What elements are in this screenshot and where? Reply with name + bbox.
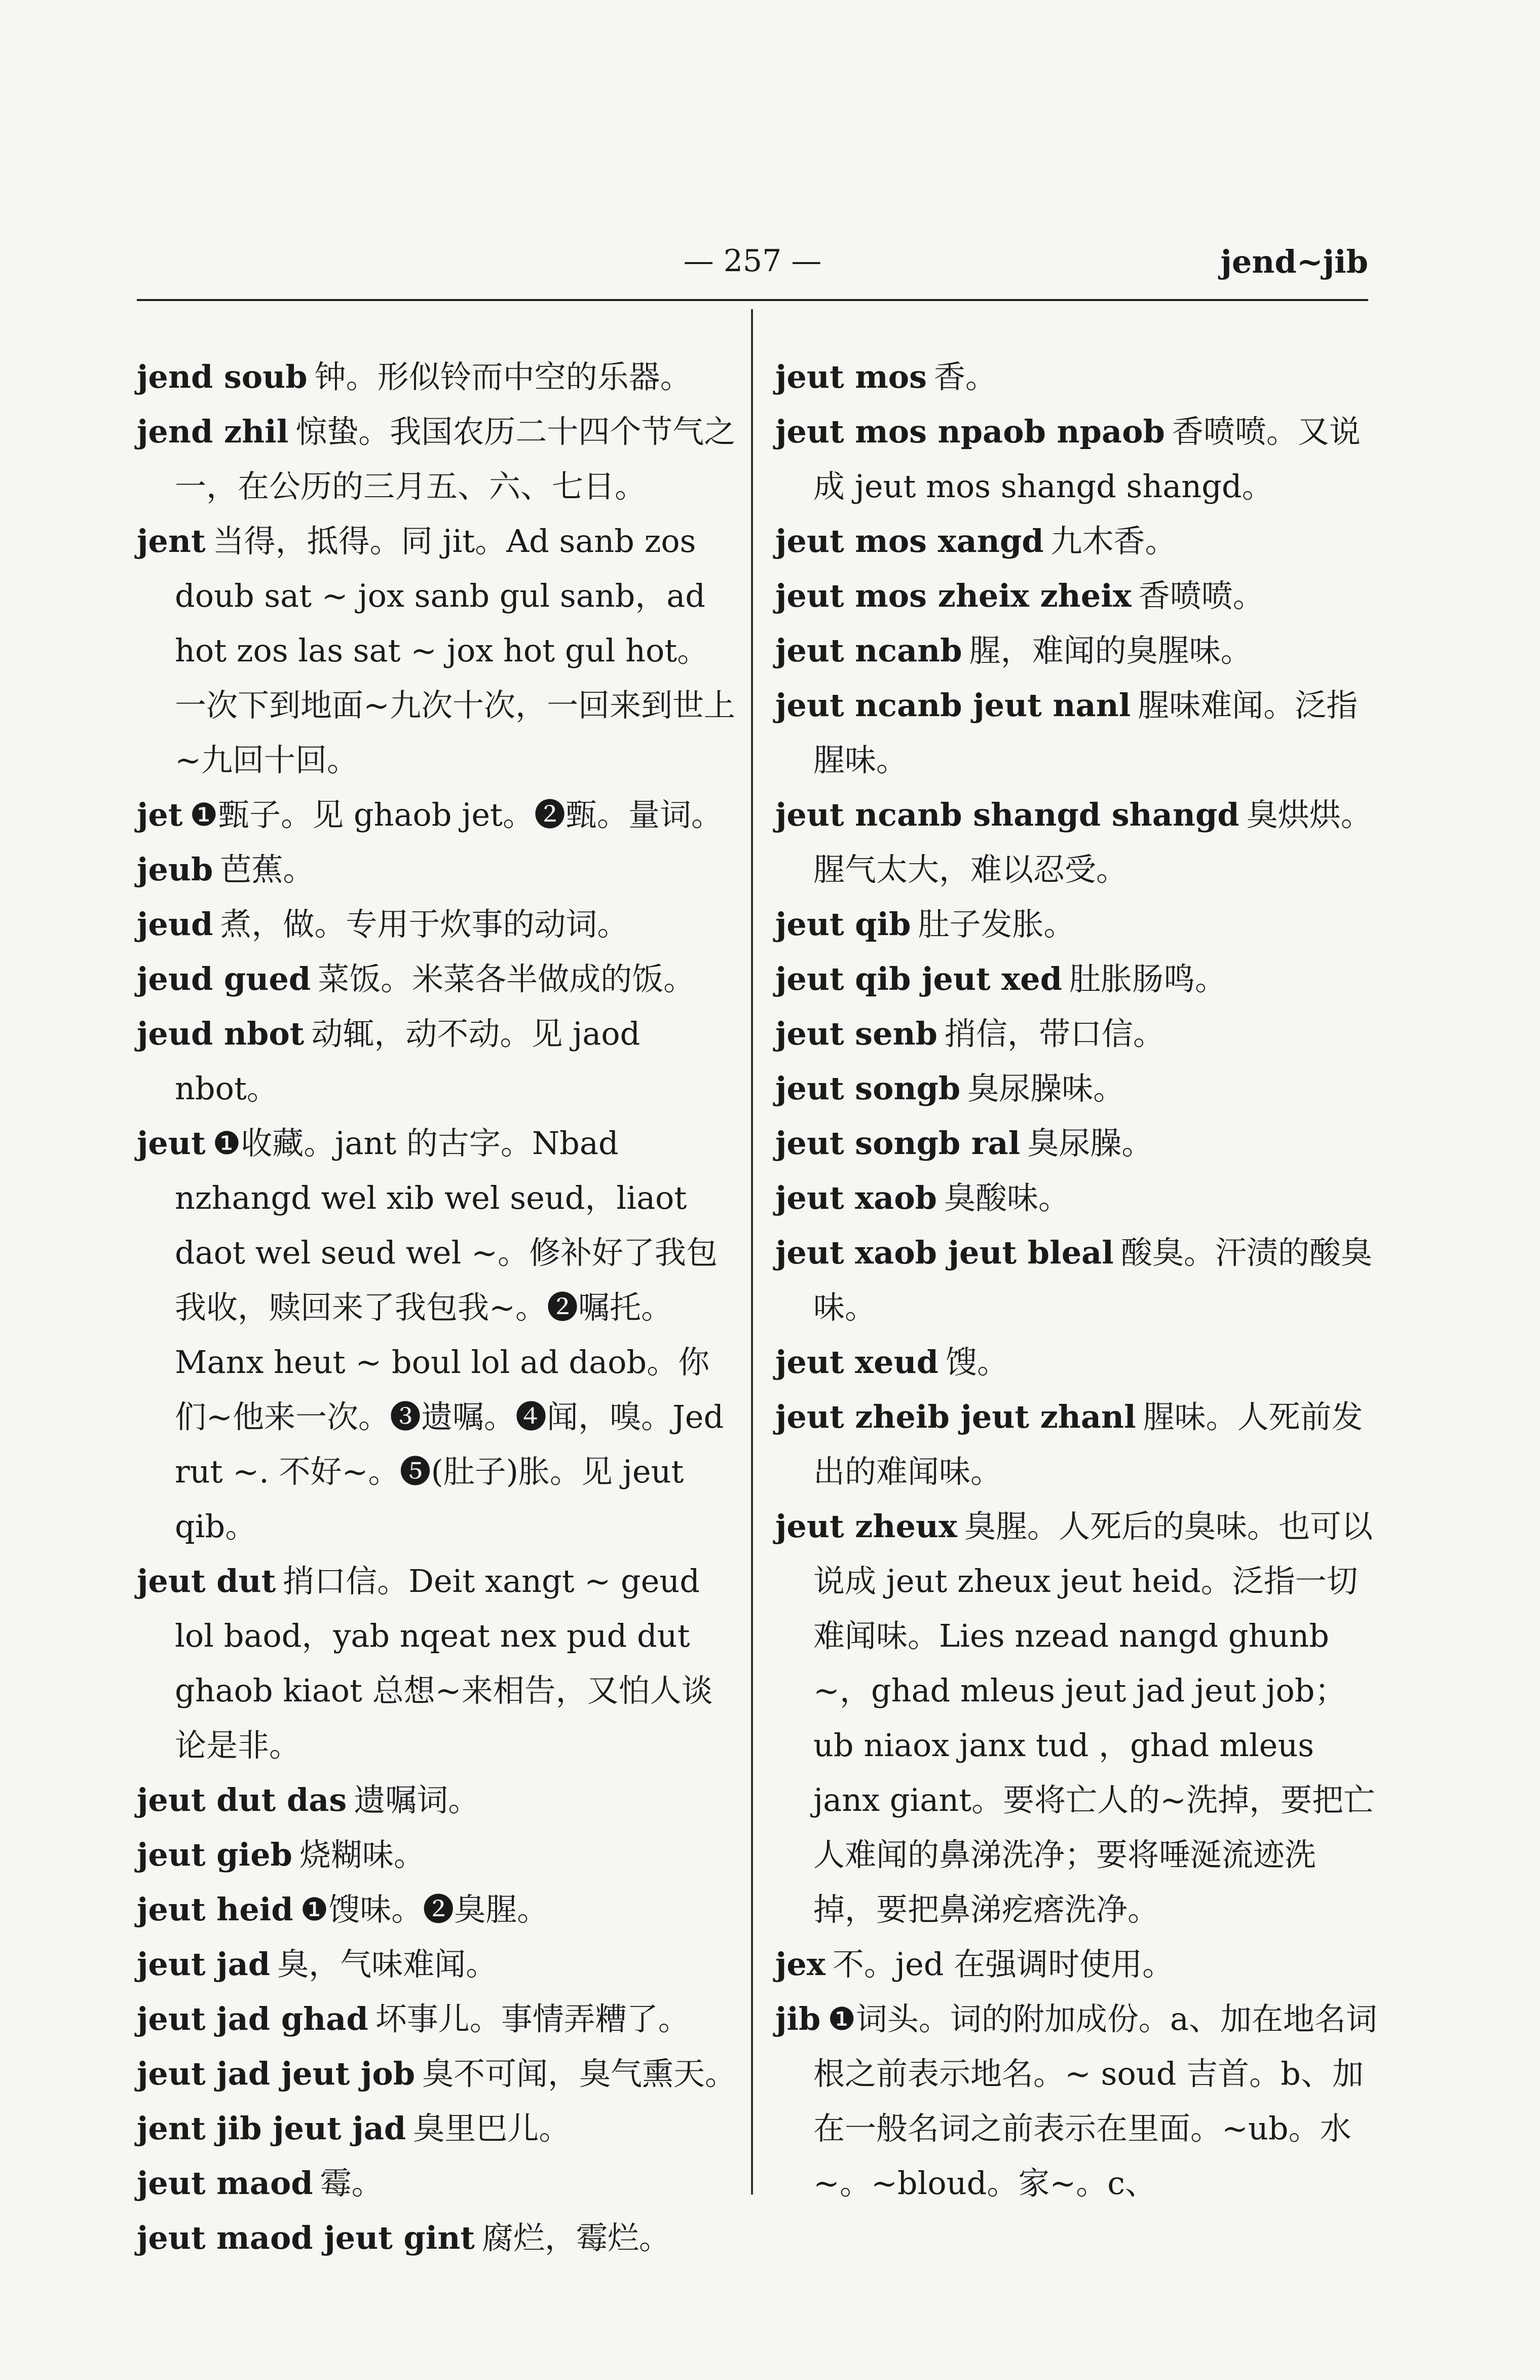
dictionary-entry: [137, 1773, 740, 1828]
right-column: [775, 350, 1378, 2211]
headword: jib: [775, 2000, 821, 2037]
dictionary-entry: [775, 350, 1378, 404]
definition: 臭尿臊。: [1027, 1125, 1153, 1162]
dictionary-entry: [775, 1335, 1378, 1390]
headword: jeud: [137, 906, 213, 943]
headword: jeut qib: [775, 906, 911, 943]
dictionary-entry: [775, 678, 1378, 788]
definition: 香喷喷。又说成 jeut mos shangd shangd。: [813, 413, 1361, 505]
headword: jeud gued: [137, 960, 311, 997]
definition: 捎信，带口信。: [944, 1015, 1165, 1052]
headword: jeud nbot: [137, 1015, 305, 1052]
definition: 霉。: [320, 2165, 383, 2202]
headword: jeub: [137, 851, 213, 888]
dictionary-entry: [137, 2101, 740, 2156]
page-header: [137, 238, 1368, 294]
headword: jeut mos xangd: [775, 523, 1044, 560]
definition: 腐烂，霉烂。: [482, 2219, 671, 2256]
column-divider: [751, 309, 753, 2195]
dictionary-entry: [775, 1225, 1378, 1335]
definition: 香喷喷。: [1138, 577, 1264, 614]
dictionary-entry: [137, 1828, 740, 1882]
definition: 臭不可闻，臭气熏天。: [422, 2055, 737, 2092]
headword: jend soub: [137, 358, 308, 395]
page-number: — 257 —: [683, 243, 822, 279]
dictionary-entry: [775, 1499, 1378, 1937]
dictionary-entry: [775, 897, 1378, 952]
headword: jeut gieb: [137, 1836, 292, 1873]
headword: jeut maod: [137, 2165, 313, 2202]
headword: jeut senb: [775, 1015, 937, 1052]
headword: jeut ncanb jeut nanl: [775, 687, 1131, 724]
dictionary-entry: [137, 2156, 740, 2211]
dictionary-entry: [137, 842, 740, 897]
definition: ❶词头。词的附加成份。a、加在地名词根之前表示地名。~ soud 吉首。b、加在一般名词之前表示在里面。~ub。水~。~bloud。家~。c、: [813, 2000, 1377, 2202]
definition: 臭腥。人死后的臭味。也可以说成 jeut zheux jeut heid。泛指一切难闻味。Lies nzead nangd ghunb ~，ghad mleus jeut jad jeut job；ub niaox janx tud ，ghad mleus janx giant。要将亡人的~洗掉，要把亡人难闻的鼻涕洗净；要将唾涎流迹洗掉，要把鼻涕疙瘩洗净。: [813, 1508, 1375, 1928]
dictionary-entry: [775, 623, 1378, 678]
definition: ❶甄子。见 ghaob jet。❷甄。量词。: [190, 796, 723, 833]
definition: 芭蕉。: [220, 851, 315, 888]
definition: 酸臭。汗渍的酸臭味。: [813, 1234, 1372, 1326]
definition: 腥味难闻。泛指腥味。: [813, 687, 1358, 778]
dictionary-entry: [137, 1007, 740, 1116]
definition: 遗嘱词。: [354, 1781, 480, 1818]
dictionary-entry: [137, 897, 740, 952]
headword: jeut jad: [137, 1946, 271, 1983]
definition: 九木香。: [1050, 523, 1177, 560]
headword: jet: [137, 796, 183, 833]
dictionary-entry: [137, 788, 740, 842]
dictionary-entry: [137, 952, 740, 1007]
headword: jeut: [137, 1125, 206, 1162]
dictionary-entry: [775, 569, 1378, 623]
dictionary-entry: [137, 514, 740, 788]
dictionary-entry: [137, 1882, 740, 1937]
definition: 腥，难闻的臭腥味。: [969, 632, 1252, 669]
headword: jeut heid: [137, 1891, 293, 1928]
headword: jent jib jeut jad: [137, 2110, 406, 2147]
definition: ❶馊味。❷臭腥。: [300, 1891, 549, 1928]
dictionary-entry: [137, 1937, 740, 1992]
headword: jeut xeud: [775, 1344, 939, 1381]
dictionary-entry: [775, 952, 1378, 1007]
definition: 坏事儿。事情弄糟了。: [375, 2000, 690, 2037]
definition: 肚胀肠鸣。: [1069, 960, 1226, 997]
definition: ❶收藏。jant 的古字。Nbad nzhangd wel xib wel seud，liaot daot wel seud wel ~。修补好了我包我收，赎回来了我包我~。❷嘱托。Manx heut ~ boul lol ad daob。你们~他来一次。❸遗嘱。❹闻，嗅。Jed rut ~. 不好~。❺(肚子)胀。见 jeut qib。: [175, 1125, 724, 1545]
definition: 钟。形似铃而中空的乐器。: [314, 358, 692, 395]
dictionary-entry: [775, 1116, 1378, 1171]
headword: jeut qib jeut xed: [775, 960, 1062, 997]
definition: 臭酸味。: [944, 1179, 1070, 1216]
definition: 动辄，动不动。见 jaod nbot。: [175, 1015, 641, 1107]
dictionary-entry: [137, 1116, 740, 1554]
left-column: [137, 350, 740, 2265]
headword: jex: [775, 1946, 825, 1983]
definition: 腥味。人死前发出的难闻味。: [813, 1398, 1363, 1490]
definition: 臭，气味难闻。: [277, 1946, 498, 1983]
headword: jeut jad ghad: [137, 2000, 368, 2037]
headword: jeut xaob jeut bleal: [775, 1234, 1114, 1271]
definition: 煮，做。专用于炊事的动词。: [220, 906, 629, 943]
headword: jeut xaob: [775, 1179, 937, 1216]
definition: 臭里巴儿。: [413, 2110, 571, 2147]
dictionary-entry: [775, 1061, 1378, 1116]
header-rule: [137, 299, 1368, 301]
headword: jeut zheux: [775, 1508, 957, 1545]
definition: 菜饭。米菜各半做成的饭。: [318, 960, 695, 997]
guide-words: jend~jib: [1220, 243, 1368, 280]
dictionary-entry: [137, 2211, 740, 2265]
dictionary-entry: [775, 1937, 1378, 1992]
headword: jent: [137, 523, 206, 560]
dictionary-entry: [137, 350, 740, 404]
headword: jeut dut das: [137, 1781, 347, 1818]
dictionary-entry: [775, 1992, 1378, 2211]
dictionary-entry: [775, 404, 1378, 514]
definition: 惊蛰。我国农历二十四个节气之一，在公历的三月五、六、七日。: [175, 413, 736, 505]
headword: jend zhil: [137, 413, 289, 450]
dictionary-entry: [775, 1390, 1378, 1499]
definition: 当得，抵得。同 jit。Ad sanb zos doub sat ~ jox sanb gul sanb，ad hot zos las sat ~ jox hot gul hot。一次下到地面~九次十次，一回来到世上~九回十回。: [175, 523, 735, 778]
definition: 烧糊味。: [299, 1836, 425, 1873]
dictionary-entry: [775, 1007, 1378, 1061]
definition: 肚子发胀。: [918, 906, 1075, 943]
headword: jeut mos zheix zheix: [775, 577, 1132, 614]
headword: jeut mos: [775, 358, 927, 395]
dictionary-entry: [137, 1992, 740, 2047]
headword: jeut zheib jeut zhanl: [775, 1398, 1136, 1435]
definition: 不。jed 在强调时使用。: [832, 1946, 1174, 1983]
headword: jeut dut: [137, 1563, 276, 1600]
headword: jeut ncanb shangd shangd: [775, 796, 1239, 833]
dictionary-entry: [775, 514, 1378, 569]
dictionary-entry: [137, 1554, 740, 1773]
definition: 馊。: [946, 1344, 1009, 1381]
headword: jeut ncanb: [775, 632, 962, 669]
dictionary-entry: [137, 2047, 740, 2101]
headword: jeut maod jeut gint: [137, 2219, 475, 2256]
dictionary-entry: [775, 788, 1378, 897]
headword: jeut songb: [775, 1070, 961, 1107]
definition: 臭尿臊味。: [967, 1070, 1125, 1107]
headword: jeut mos npaob npaob: [775, 413, 1165, 450]
definition: 臭烘烘。腥气太大，难以忍受。: [813, 796, 1372, 888]
headword: jeut songb ral: [775, 1125, 1021, 1162]
definition: 捎口信。Deit xangt ~ geud lol baod，yab nqeat nex pud dut ghaob kiaot 总想~来相告，又怕人谈论是非。: [175, 1563, 713, 1764]
definition: 香。: [934, 358, 997, 395]
dictionary-entry: [137, 404, 740, 514]
dictionary-entry: [775, 1171, 1378, 1225]
headword: jeut jad jeut job: [137, 2055, 416, 2092]
